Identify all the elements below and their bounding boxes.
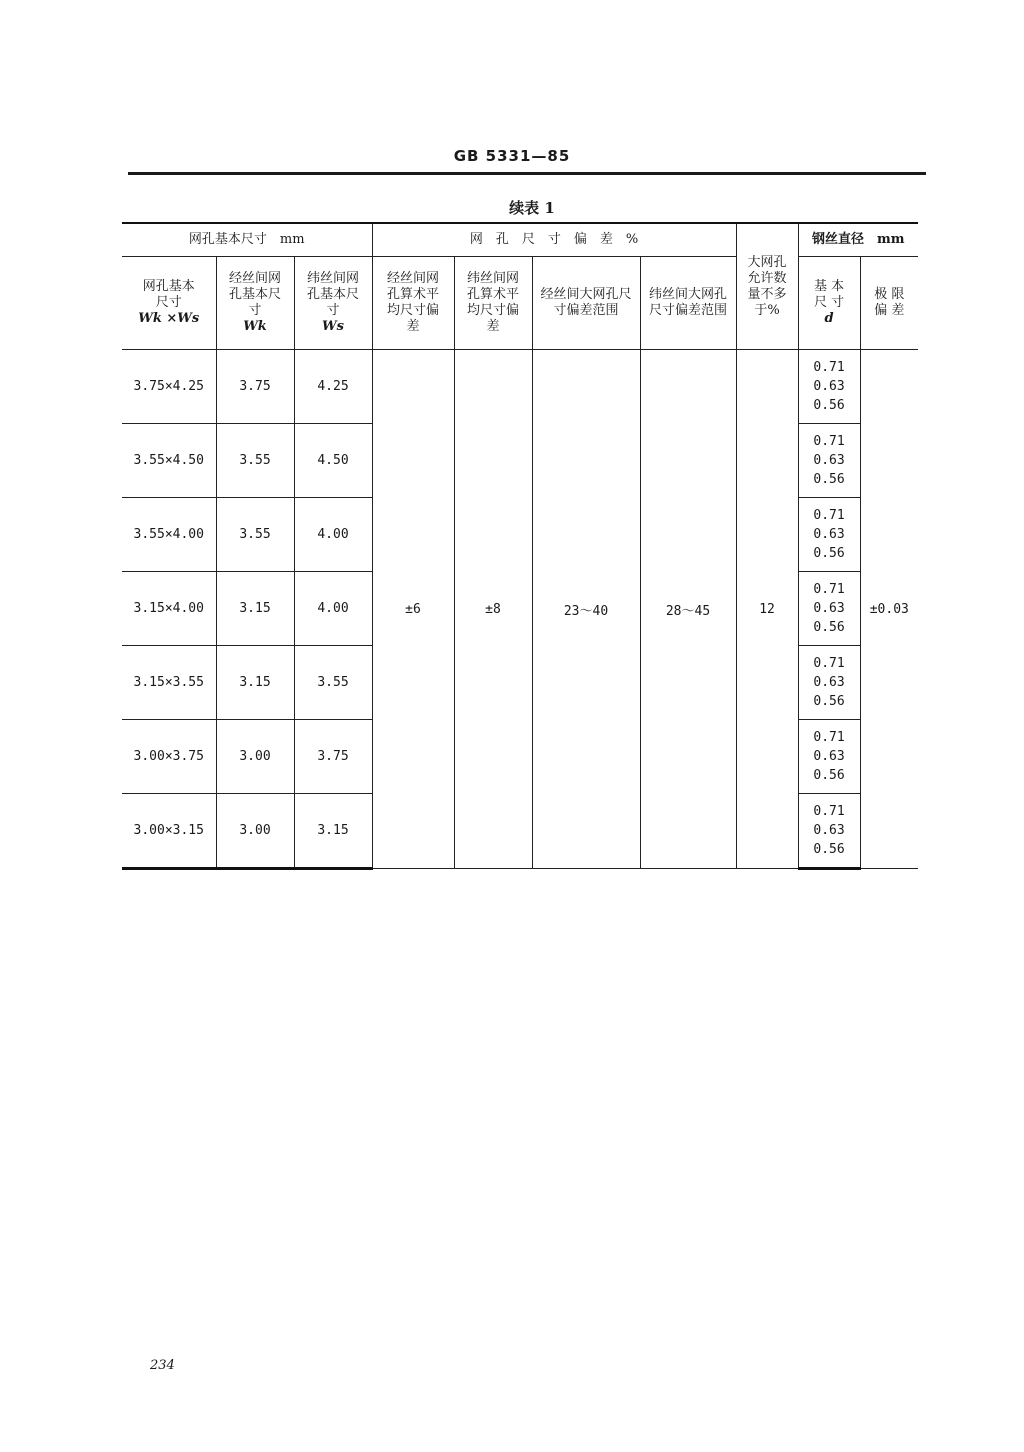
wire-diameter-value: 0.71 bbox=[813, 508, 845, 523]
weft-spacing-cell: 4.50 bbox=[294, 424, 372, 498]
mesh-size-cell: 3.55×4.50 bbox=[122, 424, 216, 498]
weft-large-range-header-label: 纬丝间大网孔尺寸偏差范围 bbox=[649, 287, 728, 318]
wire-diameter-list bbox=[799, 432, 860, 489]
mesh-size-cell: 3.15×3.55 bbox=[122, 646, 216, 720]
wire-tol-header-label: 极 限 偏 差 bbox=[874, 287, 905, 318]
wire-tol-header bbox=[860, 257, 918, 350]
wire-tol-cell: ±0.03 bbox=[860, 350, 918, 869]
mesh-size-header-symbol: Wk ×Ws bbox=[138, 311, 200, 326]
weft-spacing-cell: 3.55 bbox=[294, 646, 372, 720]
weft-large-range-header bbox=[640, 257, 736, 350]
weft-spacing-cell: 3.75 bbox=[294, 720, 372, 794]
wire-diameter-value: 0.63 bbox=[813, 601, 845, 616]
warp-spacing-cell: 3.15 bbox=[216, 646, 294, 720]
wire-diameter-list bbox=[799, 654, 860, 711]
wire-diameter-value: 0.56 bbox=[813, 620, 845, 635]
wire-diameter-value: 0.56 bbox=[813, 768, 845, 783]
warp-avg-dev-cell: ±6 bbox=[372, 350, 454, 869]
wire-diameter-value: 0.71 bbox=[813, 656, 845, 671]
weft-avg-dev-header bbox=[454, 257, 532, 350]
wire-diameter-list bbox=[799, 358, 860, 415]
warp-spacing-cell: 3.55 bbox=[216, 498, 294, 572]
wire-diameter-value: 0.63 bbox=[813, 823, 845, 838]
wire-diameter-cell bbox=[798, 572, 860, 646]
warp-spacing-cell: 3.00 bbox=[216, 720, 294, 794]
weft-spacing-header-label: 纬丝间网孔基本尺寸 bbox=[307, 271, 360, 318]
wire-diameter-value: 0.56 bbox=[813, 398, 845, 413]
wire-diameter-value: 0.63 bbox=[813, 749, 845, 764]
wire-diameter-value: 0.63 bbox=[813, 675, 845, 690]
warp-spacing-cell: 3.15 bbox=[216, 572, 294, 646]
large-mesh-header-text: 大网孔允许数量不多于% bbox=[747, 254, 787, 318]
wire-basic-header-label: 基 本 尺 寸 bbox=[813, 279, 845, 310]
weft-spacing-cell: 4.00 bbox=[294, 498, 372, 572]
warp-large-range-cell: 23～40 bbox=[532, 350, 640, 869]
wire-diameter-cell bbox=[798, 424, 860, 498]
weft-avg-dev-header-label: 纬丝间网孔算术平均尺寸偏差 bbox=[466, 271, 519, 334]
warp-spacing-header bbox=[216, 257, 294, 350]
warp-spacing-header-label: 经丝间网孔基本尺寸 bbox=[229, 271, 282, 318]
column-header-row bbox=[122, 257, 918, 350]
weft-spacing-cell: 4.25 bbox=[294, 350, 372, 424]
large-mesh-header bbox=[736, 223, 798, 350]
standard-code: GB 5331—85 bbox=[453, 147, 571, 165]
warp-spacing-cell: 3.55 bbox=[216, 424, 294, 498]
warp-avg-dev-header bbox=[372, 257, 454, 350]
wire-basic-header bbox=[798, 257, 860, 350]
wire-diameter-list bbox=[799, 580, 860, 637]
wire-diameter-cell bbox=[798, 794, 860, 869]
wire-diameter-list bbox=[799, 506, 860, 563]
wire-diameter-value: 0.63 bbox=[813, 527, 845, 542]
mesh-size-group-header: 网孔基本尺寸 mm bbox=[122, 223, 372, 257]
weft-large-range-cell: 28～45 bbox=[640, 350, 736, 869]
wire-diameter-value: 0.56 bbox=[813, 842, 845, 857]
warp-spacing-cell: 3.00 bbox=[216, 794, 294, 869]
mesh-spec-table bbox=[122, 222, 918, 870]
warp-spacing-cell: 3.75 bbox=[216, 350, 294, 424]
mesh-size-header bbox=[122, 257, 216, 350]
warp-avg-dev-header-label: 经丝间网孔算术平均尺寸偏差 bbox=[386, 271, 439, 334]
wire-diameter-value: 0.63 bbox=[813, 379, 845, 394]
warp-large-range-header-label: 经丝间大网孔尺寸偏差范围 bbox=[540, 287, 632, 318]
wire-basic-header-symbol: d bbox=[824, 311, 834, 326]
mesh-size-cell: 3.55×4.00 bbox=[122, 498, 216, 572]
wire-diameter-value: 0.71 bbox=[813, 360, 845, 375]
table-row bbox=[122, 350, 918, 424]
wire-group-header: 钢丝直径 mm bbox=[798, 223, 918, 257]
wire-diameter-value: 0.71 bbox=[813, 730, 845, 745]
weft-spacing-cell: 3.15 bbox=[294, 794, 372, 869]
wire-diameter-list bbox=[799, 802, 860, 859]
weft-spacing-cell: 4.00 bbox=[294, 572, 372, 646]
mesh-size-cell: 3.00×3.15 bbox=[122, 794, 216, 869]
table-caption: 续表 1 bbox=[509, 199, 555, 217]
wire-diameter-value: 0.71 bbox=[813, 434, 845, 449]
wire-diameter-value: 0.56 bbox=[813, 472, 845, 487]
mesh-size-cell: 3.75×4.25 bbox=[122, 350, 216, 424]
warp-spacing-header-symbol: Wk bbox=[243, 319, 267, 334]
wire-diameter-cell bbox=[798, 498, 860, 572]
wire-diameter-value: 0.71 bbox=[813, 804, 845, 819]
deviation-group-header: 网 孔 尺 寸 偏 差 % bbox=[372, 223, 736, 257]
mesh-size-header-label: 网孔基本尺寸 bbox=[142, 279, 195, 310]
wire-diameter-value: 0.56 bbox=[813, 546, 845, 561]
warp-large-range-header bbox=[532, 257, 640, 350]
wire-diameter-value: 0.56 bbox=[813, 694, 845, 709]
wire-diameter-cell bbox=[798, 350, 860, 424]
wire-diameter-value: 0.71 bbox=[813, 582, 845, 597]
weft-spacing-header-symbol: Ws bbox=[322, 319, 344, 334]
mesh-size-cell: 3.15×4.00 bbox=[122, 572, 216, 646]
weft-avg-dev-cell: ±8 bbox=[454, 350, 532, 869]
mesh-size-cell: 3.00×3.75 bbox=[122, 720, 216, 794]
wire-diameter-cell bbox=[798, 646, 860, 720]
weft-spacing-header bbox=[294, 257, 372, 350]
group-header-row bbox=[122, 223, 918, 257]
page-number: 234 bbox=[150, 1358, 175, 1373]
header-rule bbox=[128, 172, 926, 175]
large-mesh-pct-cell: 12 bbox=[736, 350, 798, 869]
wire-diameter-value: 0.63 bbox=[813, 453, 845, 468]
wire-diameter-list bbox=[799, 728, 860, 785]
mesh-spec-table-wrapper bbox=[122, 222, 918, 870]
wire-diameter-cell bbox=[798, 720, 860, 794]
